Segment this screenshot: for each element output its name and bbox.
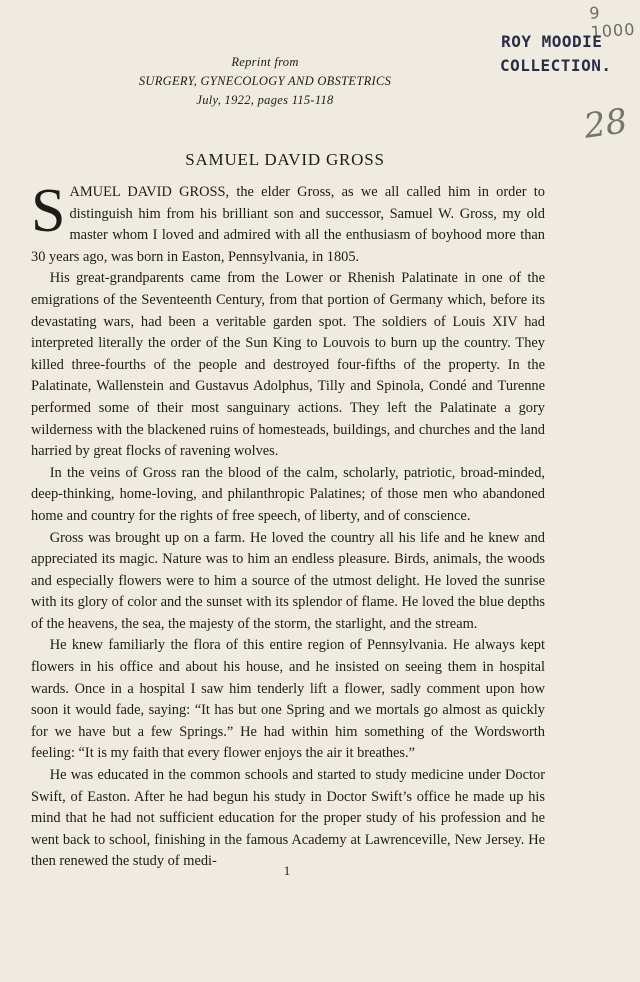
paragraph-3: In the veins of Gross ran the blood of the calm, scholarly, patriotic, broad-minded, deep-thinking, home-loving, and philanthropic Palatines; of those men who abandoned home and country for the rights of free speech, of liberty, and of conscience. [31, 464, 545, 524]
reprint-line-3: July, 1922, pages 115-118 [196, 93, 334, 107]
pencil-annotation-top: 9 1000 [588, 3, 636, 42]
collection-stamp [492, 30, 611, 78]
page-number: 1 [283, 863, 291, 878]
reprint-line-2: SURGERY, GYNECOLOGY AND OBSTETRICS [138, 74, 392, 88]
stamp-line-2: COLLECTION. [500, 56, 612, 75]
paragraph-1-text: AMUEL DAVID GROSS, the elder Gross, as we all called him in order to distinguish him from his brilliant son and successor, Samuel W. Gross, my old master whom I loved and admired with all the enthusiasm of boyhood more than 30 years ago, was born in Easton, Pennsylvania, in 1805. [31, 184, 545, 265]
reprint-header [110, 53, 420, 110]
drop-cap: S [31, 177, 66, 245]
paragraph-1 [31, 177, 545, 268]
reprint-line-1: Reprint from [231, 55, 299, 69]
stamp-line-1: ROY MOODIE [501, 32, 603, 51]
paragraph-5: He knew familiarly the flora of this entire region of Pennsylvania. He always kept flowers in his office and about his house, and he insisted on seeing them in hospital wards. Once in a hospital I saw him tenderly lift a flower, sadly comment upon how soon it would fade, saying: “It has but one Spring and we mortals go almost as quickly for we have but a few Springs.” He had within him something of the Wordsworth feeling: “It is my faith that every flower enjoys the air it breathes.” [31, 637, 545, 762]
paragraph-6: He was educated in the common schools and started to study medicine under Doctor Swift, of Easton. After he had begun his study in Doctor Swift’s office he made up his mind that he had not sufficient education for the proper study of his profession and he went back to school, finishing in the famous Academy at Lawrenceville, New Jersey. He then renewed the study of medi- [31, 767, 545, 870]
article-body [31, 177, 545, 873]
pencil-annotation-number: 28 [581, 101, 630, 147]
article-title: SAMUEL DAVID GROSS [185, 150, 385, 169]
paragraph-2: His great-grandparents came from the Lower or Rhenish Palatinate in one of the emigrations of the Seventeenth Century, from that portion of Germany which, before its devastating wars, had been a veritable garden spot. The soldiers of Louis XIV had interpreted literally the order of the Sun King to Louvois to burn up the country. They killed three-fourths of the people and destroyed four-fifths of the property. In the Palatinate, Wallenstein and Gustavus Adolphus, Tilly and Spinola, Condé and Turenne performed some of their most sanguinary actions. They left the Palatinate a gory wilderness with the blackened ruins of homesteads, buildings, and churches and the land harried by great flocks of ravening wolves. [31, 270, 545, 460]
paragraph-4: Gross was brought up on a farm. He loved the country all his life and he knew and appreciated its magic. Nature was to him an endless pleasure. Birds, animals, the woods and especially flowers were to him a source of the utmost delight. He loved the sunrise with its glory of color and the sunset with its splendor of flame. He loved the blue depths of the heavens, the sea, the majesty of the storm, the starlight, and the stream. [31, 529, 545, 632]
